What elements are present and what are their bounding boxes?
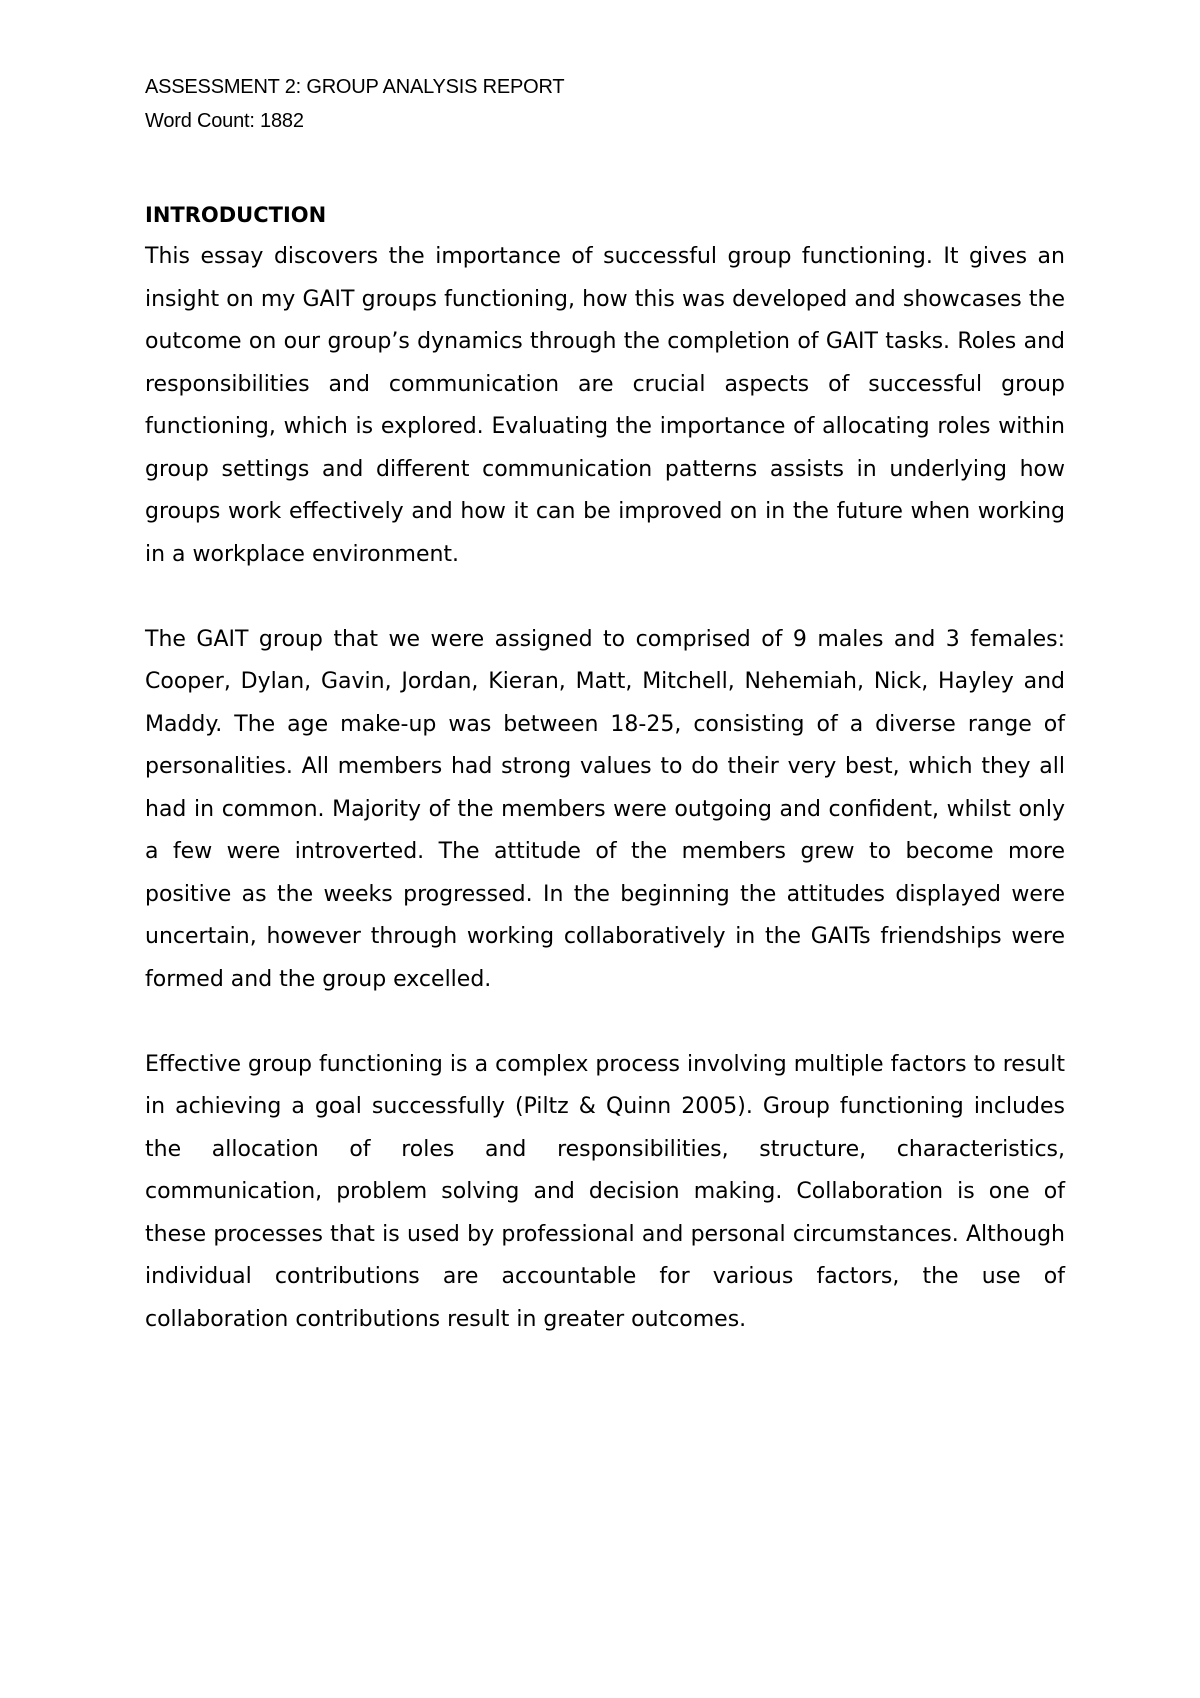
document-page (145, 70, 1065, 1341)
paragraph-3: Effective group functioning is a complex process involving multiple factors to result in achieving a goal successfully (Piltz & Quinn 2005). Group functioning includes the allocation of roles and responsibilities, structure, characteristics, communication, problem solving and decision making. Collaboration is one of these processes that is used by professional and personal circumstances. Although individual contributions are accountable for various factors, the use of collaboration contributions result in greater outcomes. (145, 1051, 1065, 1332)
word-count: Word Count: 1882 (145, 110, 304, 132)
paragraph-2: The GAIT group that we were assigned to comprised of 9 males and 3 females: Cooper, Dylan, Gavin, Jordan, Kieran, Matt, Mitchell, Nehemiah, Nick, Hayley and Maddy. The age make-up was between 18-25, consisting of a diverse range of personalities. All members had strong values to do their very best, which they all had in common. Majority of the members were outgoing and confident, whilst only a few were introverted. The attitude of the members grew to become more positive as the weeks progressed. In the beginning the attitudes displayed were uncertain, however through working collaboratively in the GAITs friendships were formed and the group excelled. (145, 626, 1065, 992)
assessment-title: ASSESSMENT 2: GROUP ANALYSIS REPORT (145, 76, 565, 98)
paragraph-1: This essay discovers the importance of successful group functioning. It gives an insight on my GAIT groups functioning, how this was developed and showcases the outcome on our group’s dynamics through the completion of GAIT tasks. Roles and responsibilities and communication are crucial aspects of successful group functioning, which is explored. Evaluating the importance of allocating roles within group settings and different communication patterns assists in underlying how groups work effectively and how it can be improved on in the future when working in a workplace environment. (145, 244, 1065, 567)
section-heading-introduction: INTRODUCTION (145, 203, 327, 227)
